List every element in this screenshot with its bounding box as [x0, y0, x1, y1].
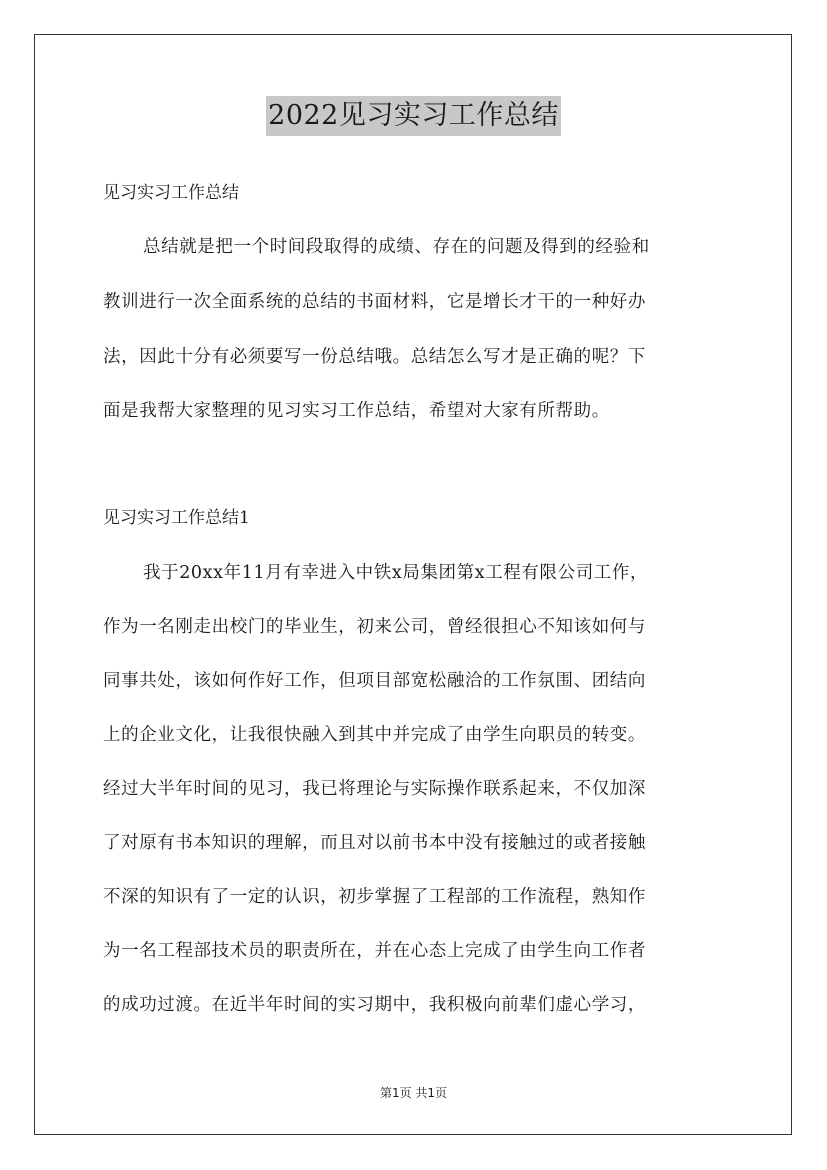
title-container: [0, 96, 827, 136]
intro-line: 面是我帮大家整理的见习实习工作总结，希望对大家有所帮助。: [103, 401, 610, 421]
intro-line: 教训进行一次全面系统的总结的书面材料，它是增长才干的一种好办: [103, 292, 646, 312]
document-title: 2022见习实习工作总结: [266, 96, 561, 136]
section-1-line: 作为一名刚走出校门的毕业生，初来公司，曾经很担心不知该如何与: [103, 617, 646, 637]
section-1-line: 了对原有书本知识的理解，而且对以前书本中没有接触过的或者接触: [103, 833, 646, 853]
section-1-line: 同事共处，该如何作好工作，但项目部宽松融洽的工作氛围、团结向: [103, 671, 646, 691]
intro-line: 法，因此十分有必须要写一份总结哦。总结怎么写才是正确的呢？下: [103, 347, 646, 367]
intro-heading: 见习实习工作总结: [103, 183, 239, 203]
page-footer: 第1页 共1页: [379, 1086, 448, 1100]
intro-line: 总结就是把一个时间段取得的成绩、存在的问题及得到的经验和: [143, 237, 650, 257]
section-1-line: 不深的知识有了一定的认识，初步掌握了工程部的工作流程，熟知作: [103, 887, 646, 907]
section-1-line: 的成功过渡。在近半年时间的实习期中，我积极向前辈们虚心学习，: [103, 995, 646, 1015]
section-1-line: 经过大半年时间的见习，我已将理论与实际操作联系起来，不仅加深: [103, 779, 646, 799]
section-1-line: 上的企业文化，让我很快融入到其中并完成了由学生向职员的转变。: [103, 725, 646, 745]
section-1-line: 为一名工程部技术员的职责所在，并在心态上完成了由学生向工作者: [103, 941, 646, 961]
section-1-line: 我于20xx年11月有幸进入中铁x局集团第x工程有限公司工作，: [143, 563, 649, 583]
section-1-heading: 见习实习工作总结1: [103, 508, 250, 528]
